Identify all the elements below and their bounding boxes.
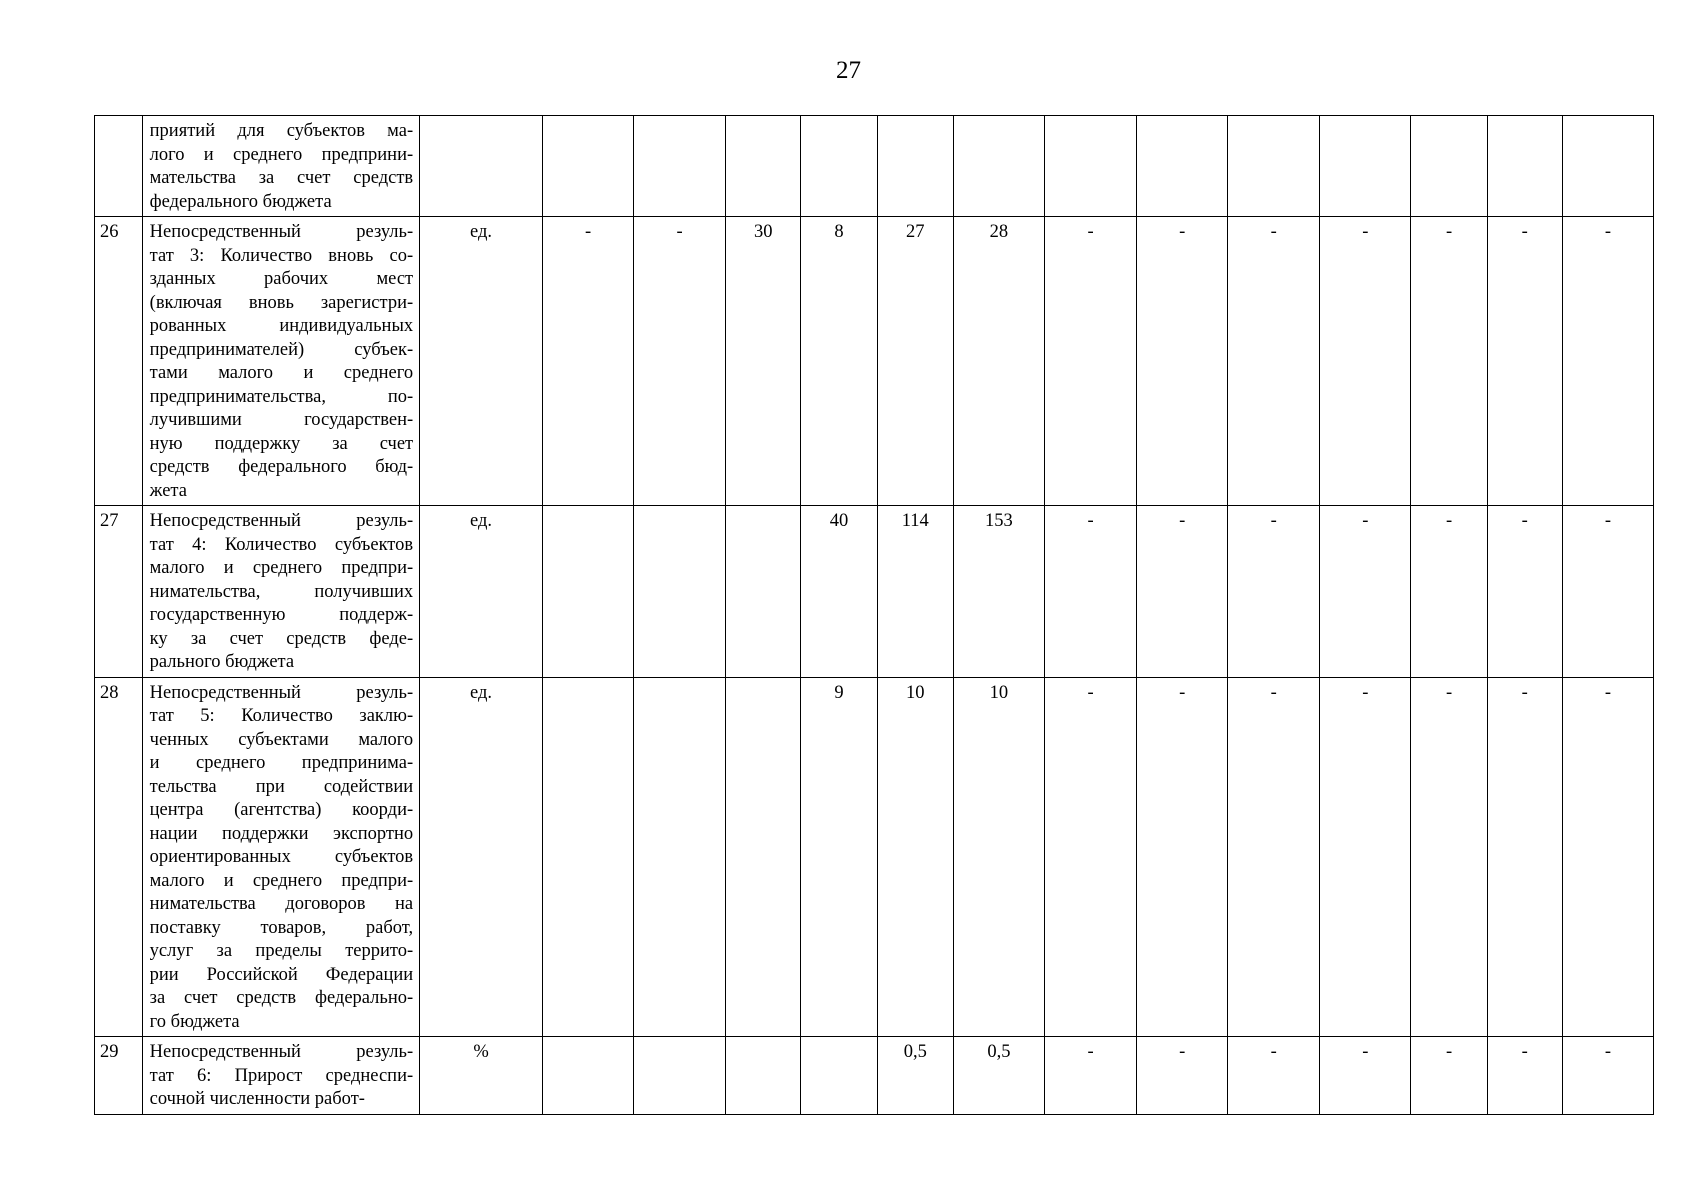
description-line: приятий для субъектов ма- [149,121,414,141]
value-cell [1228,116,1320,217]
description-line: средств федерального бюд- [149,457,414,477]
value-cell: - [1320,677,1411,1037]
value-cell [726,1037,801,1115]
description-line: тат 6: Прирост среднеспи- [149,1065,414,1086]
value-cell: 40 [801,506,877,678]
indicator-description-cell [142,1037,419,1115]
value-cell: - [1320,506,1411,678]
description-line: нимательства, получивших [149,581,414,602]
description-line: Непосредственный резуль- [149,1042,414,1062]
description-line: Непосредственный резуль- [149,222,414,242]
unit-cell: % [420,1037,543,1115]
unit-cell: ед. [420,506,543,678]
value-cell: - [1044,506,1136,678]
value-cell: - [1562,506,1653,678]
description-line: нации поддержки экспортно [149,823,414,844]
description-line: го бюджета [149,1011,240,1032]
value-cell [542,677,633,1037]
value-cell: - [1411,506,1487,678]
value-cell: - [1044,217,1136,506]
description-line: малого и среднего предпри- [149,870,414,891]
description-line: рованных индивидуальных [149,316,414,336]
row-number-cell [95,116,143,217]
value-cell: - [634,217,726,506]
description-line: мательства за счет средств [149,168,414,188]
value-cell [1562,116,1653,217]
value-cell: - [1137,217,1228,506]
value-cell: - [1487,677,1562,1037]
description-line: тельства при содействии [149,776,414,797]
value-cell: - [1137,1037,1228,1115]
table-row [95,116,1654,217]
value-cell: 10 [953,677,1044,1037]
value-cell [801,116,877,217]
description-line: тат 3: Количество вновь со- [149,245,414,266]
description-line: тат 5: Количество заклю- [149,706,414,726]
value-cell: 0,5 [877,1037,953,1115]
value-cell: - [1411,1037,1487,1115]
description-line: рии Российской Федерации [149,964,414,985]
description-line: тами малого и среднего [149,363,414,383]
description-line: поставку товаров, работ, [149,917,414,938]
description-line: малого и среднего предпри- [149,558,414,578]
value-cell [1411,116,1487,217]
value-cell: - [1562,217,1653,506]
value-cell: - [1411,677,1487,1037]
row-number-cell: 29 [95,1037,143,1115]
description-line: нимательства договоров на [149,894,414,914]
description-line: центра (агентства) коорди- [149,800,414,820]
value-cell [1137,116,1228,217]
description-line: тат 4: Количество субъектов [149,534,414,555]
indicators-table [94,115,1654,1115]
value-cell: - [1228,217,1320,506]
value-cell: - [1562,1037,1653,1115]
description-line: ку за счет средств феде- [149,628,414,649]
value-cell: - [1320,1037,1411,1115]
row-number-cell: 27 [95,506,143,678]
value-cell: - [1487,506,1562,678]
description-line: ориентированных субъектов [149,847,414,867]
value-cell [542,506,633,678]
value-cell [542,116,633,217]
value-cell [542,1037,633,1115]
unit-cell: ед. [420,677,543,1037]
value-cell [726,677,801,1037]
table-row [95,506,1654,678]
value-cell: 9 [801,677,877,1037]
description-line: (включая вновь зарегистри- [149,292,414,313]
row-number-cell: 26 [95,217,143,506]
unit-cell: ед. [420,217,543,506]
value-cell [634,677,726,1037]
value-cell [726,116,801,217]
description-line: Непосредственный резуль- [149,511,414,531]
value-cell [1487,116,1562,217]
value-cell: - [1411,217,1487,506]
description-line: лучившими государствен- [149,410,414,430]
value-cell [634,1037,726,1115]
value-cell: 28 [953,217,1044,506]
value-cell: - [1137,506,1228,678]
value-cell: - [1137,677,1228,1037]
value-cell: - [542,217,633,506]
value-cell: - [1562,677,1653,1037]
value-cell: - [1228,677,1320,1037]
value-cell: - [1228,1037,1320,1115]
description-line: ную поддержку за счет [149,433,414,454]
description-line: лого и среднего предприни- [149,144,414,165]
description-line: и среднего предпринима- [149,753,414,773]
value-cell: 153 [953,506,1044,678]
value-cell: - [1487,217,1562,506]
unit-cell [420,116,543,217]
description-line: Непосредственный резуль- [149,682,414,703]
page-number: 27 [836,57,861,84]
value-cell: 114 [877,506,953,678]
value-cell [877,116,953,217]
table-row [95,677,1654,1037]
table-row [95,217,1654,506]
value-cell: - [1320,217,1411,506]
description-line: федерального бюджета [149,191,332,212]
indicator-description-cell [142,116,419,217]
description-line: ченных субъектами малого [149,729,414,750]
value-cell [634,116,726,217]
value-cell [726,506,801,678]
description-line: предпринимательства, по- [149,386,414,407]
value-cell: 10 [877,677,953,1037]
description-line: зданных рабочих мест [149,269,414,289]
description-line: услуг за пределы террито- [149,941,414,961]
row-number-cell: 28 [95,677,143,1037]
value-cell: 27 [877,217,953,506]
value-cell [801,1037,877,1115]
indicator-description-cell [142,506,419,678]
value-cell [1320,116,1411,217]
description-line: государственную поддерж- [149,605,414,625]
value-cell: - [1487,1037,1562,1115]
indicator-description-cell [142,677,419,1037]
indicator-description-cell [142,217,419,506]
value-cell [953,116,1044,217]
value-cell: - [1044,677,1136,1037]
description-line: жета [149,480,187,501]
value-cell: 0,5 [953,1037,1044,1115]
description-line: рального бюджета [149,652,295,672]
value-cell: - [1228,506,1320,678]
description-line: предпринимателей) субъек- [149,339,414,360]
value-cell: 8 [801,217,877,506]
value-cell [634,506,726,678]
table-row [95,1037,1654,1115]
value-cell: 30 [726,217,801,506]
description-line: сочной численности работ- [149,1089,365,1109]
value-cell: - [1044,1037,1136,1115]
value-cell [1044,116,1136,217]
description-line: за счет средств федерально- [149,988,414,1008]
